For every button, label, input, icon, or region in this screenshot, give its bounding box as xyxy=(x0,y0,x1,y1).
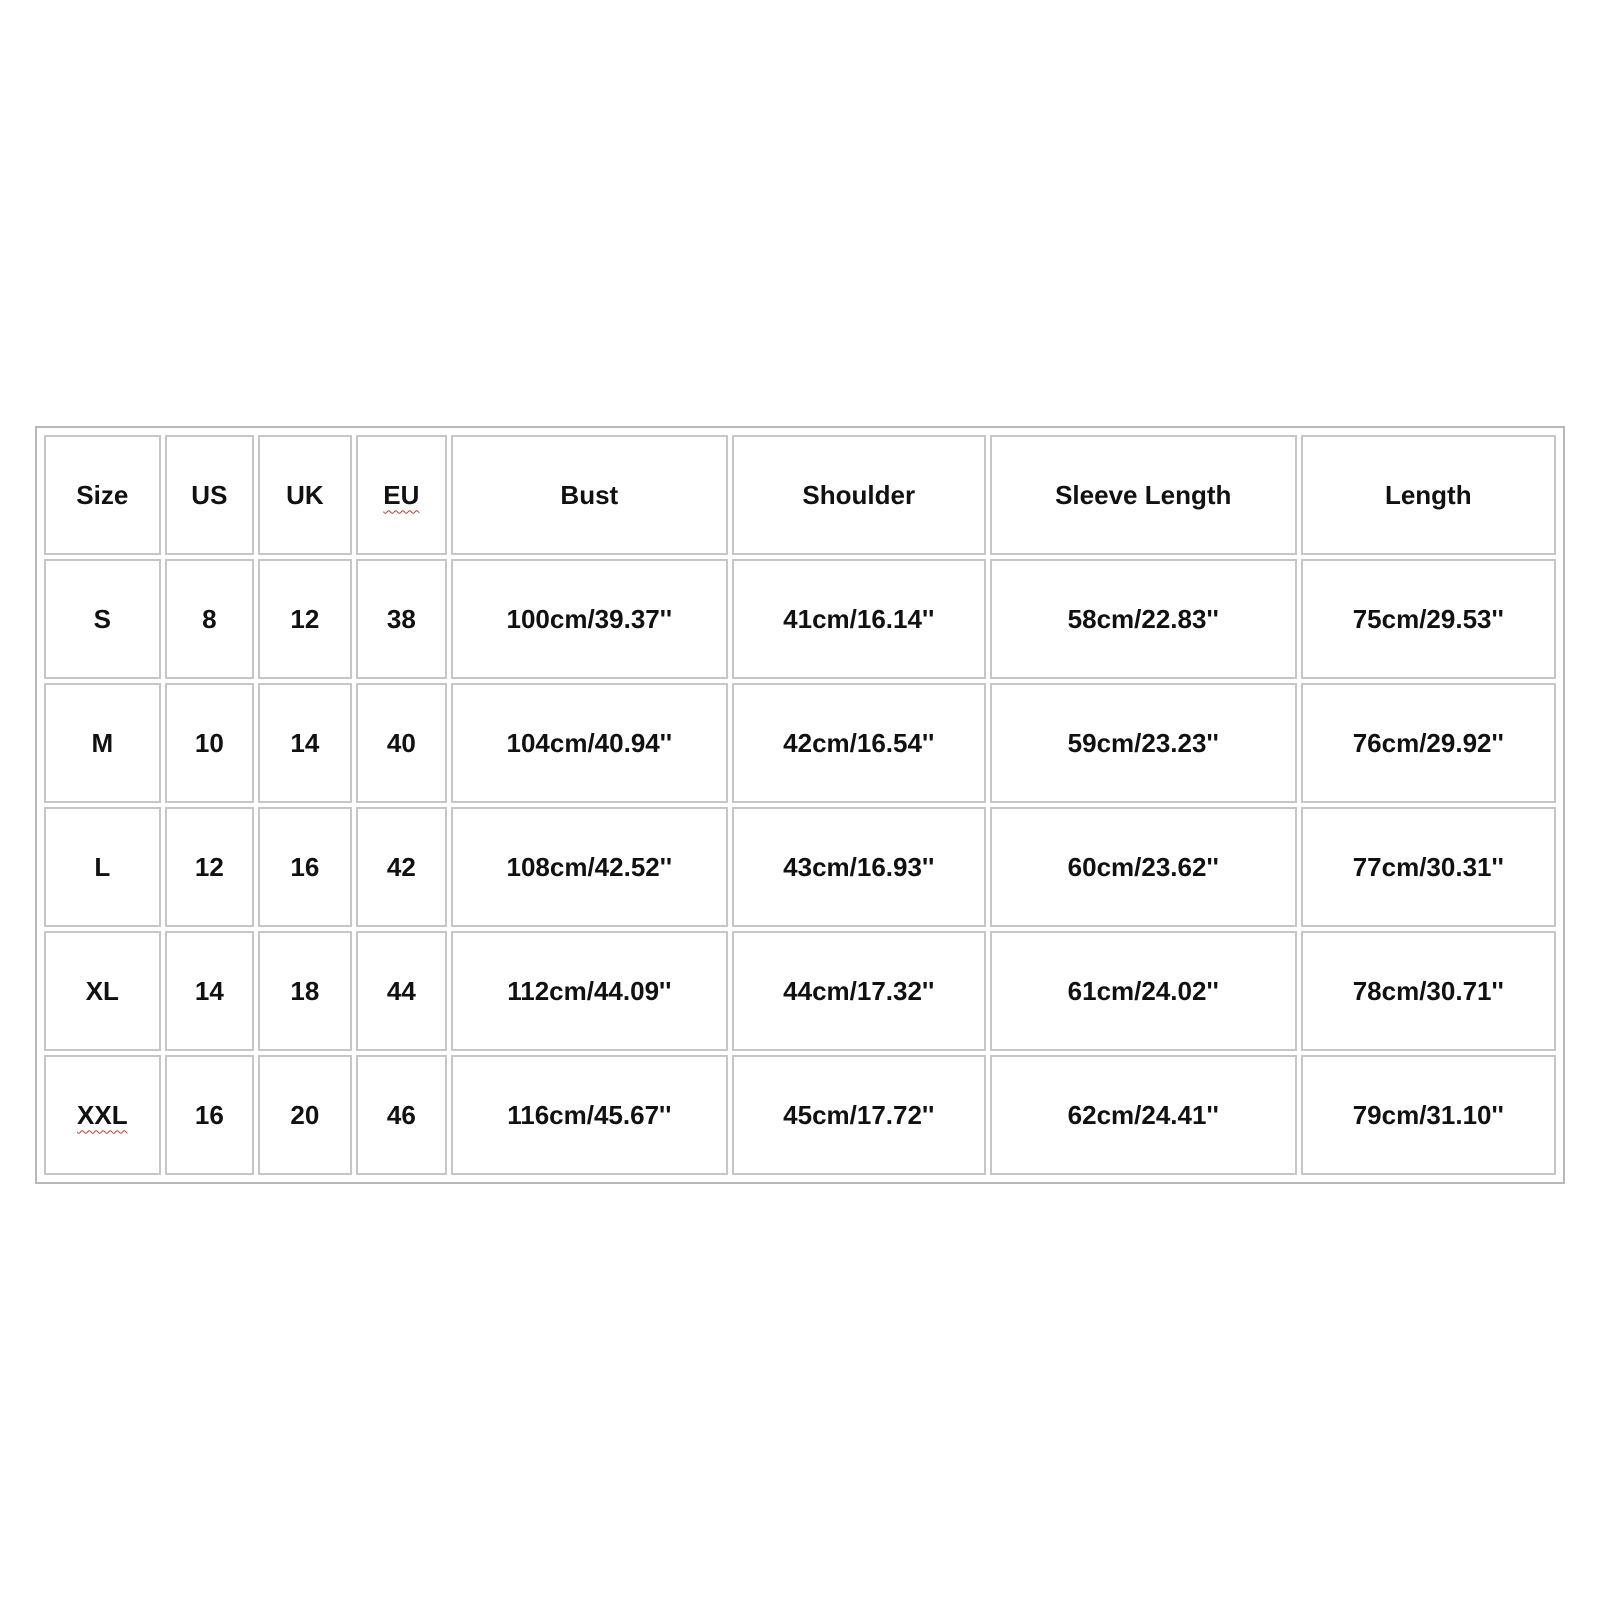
cell-size-label: XXL xyxy=(77,1099,128,1130)
cell-sleeve-length: 62cm/24.41'' xyxy=(990,1055,1297,1175)
cell-length: 77cm/30.31'' xyxy=(1301,807,1556,927)
cell-shoulder: 44cm/17.32'' xyxy=(732,931,986,1051)
cell-bust: 104cm/40.94'' xyxy=(451,683,727,803)
table-row xyxy=(44,807,1556,927)
cell-us: 16 xyxy=(165,1055,254,1175)
cell-size: M xyxy=(44,683,161,803)
cell-us: 12 xyxy=(165,807,254,927)
header-length: Length xyxy=(1301,435,1556,555)
header-uk: UK xyxy=(258,435,352,555)
cell-bust: 112cm/44.09'' xyxy=(451,931,727,1051)
cell-size xyxy=(44,1055,161,1175)
cell-uk: 14 xyxy=(258,683,352,803)
table-row xyxy=(44,559,1556,679)
header-us: US xyxy=(165,435,254,555)
cell-bust: 100cm/39.37'' xyxy=(451,559,727,679)
table-row xyxy=(44,931,1556,1051)
cell-size: L xyxy=(44,807,161,927)
cell-uk: 16 xyxy=(258,807,352,927)
cell-us: 10 xyxy=(165,683,254,803)
cell-eu: 42 xyxy=(356,807,447,927)
cell-bust: 116cm/45.67'' xyxy=(451,1055,727,1175)
cell-uk: 18 xyxy=(258,931,352,1051)
cell-sleeve-length: 61cm/24.02'' xyxy=(990,931,1297,1051)
header-eu-label: EU xyxy=(383,479,420,510)
header-row xyxy=(44,435,1556,555)
header-size: Size xyxy=(44,435,161,555)
header-bust: Bust xyxy=(451,435,727,555)
cell-uk: 20 xyxy=(258,1055,352,1175)
cell-sleeve-length: 60cm/23.62'' xyxy=(990,807,1297,927)
cell-us: 14 xyxy=(165,931,254,1051)
size-chart-table xyxy=(40,431,1560,1179)
header-shoulder: Shoulder xyxy=(732,435,986,555)
cell-shoulder: 43cm/16.93'' xyxy=(732,807,986,927)
cell-size: XL xyxy=(44,931,161,1051)
cell-us: 8 xyxy=(165,559,254,679)
cell-eu: 40 xyxy=(356,683,447,803)
cell-length: 75cm/29.53'' xyxy=(1301,559,1556,679)
header-eu xyxy=(356,435,447,555)
cell-shoulder: 41cm/16.14'' xyxy=(732,559,986,679)
header-sleeve-length: Sleeve Length xyxy=(990,435,1297,555)
table-row xyxy=(44,1055,1556,1175)
cell-length: 79cm/31.10'' xyxy=(1301,1055,1556,1175)
cell-length: 78cm/30.71'' xyxy=(1301,931,1556,1051)
cell-bust: 108cm/42.52'' xyxy=(451,807,727,927)
cell-length: 76cm/29.92'' xyxy=(1301,683,1556,803)
cell-uk: 12 xyxy=(258,559,352,679)
cell-size: S xyxy=(44,559,161,679)
cell-eu: 38 xyxy=(356,559,447,679)
cell-shoulder: 42cm/16.54'' xyxy=(732,683,986,803)
cell-sleeve-length: 58cm/22.83'' xyxy=(990,559,1297,679)
cell-eu: 46 xyxy=(356,1055,447,1175)
cell-shoulder: 45cm/17.72'' xyxy=(732,1055,986,1175)
size-chart-frame xyxy=(35,426,1565,1184)
table-row xyxy=(44,683,1556,803)
cell-eu: 44 xyxy=(356,931,447,1051)
cell-sleeve-length: 59cm/23.23'' xyxy=(990,683,1297,803)
